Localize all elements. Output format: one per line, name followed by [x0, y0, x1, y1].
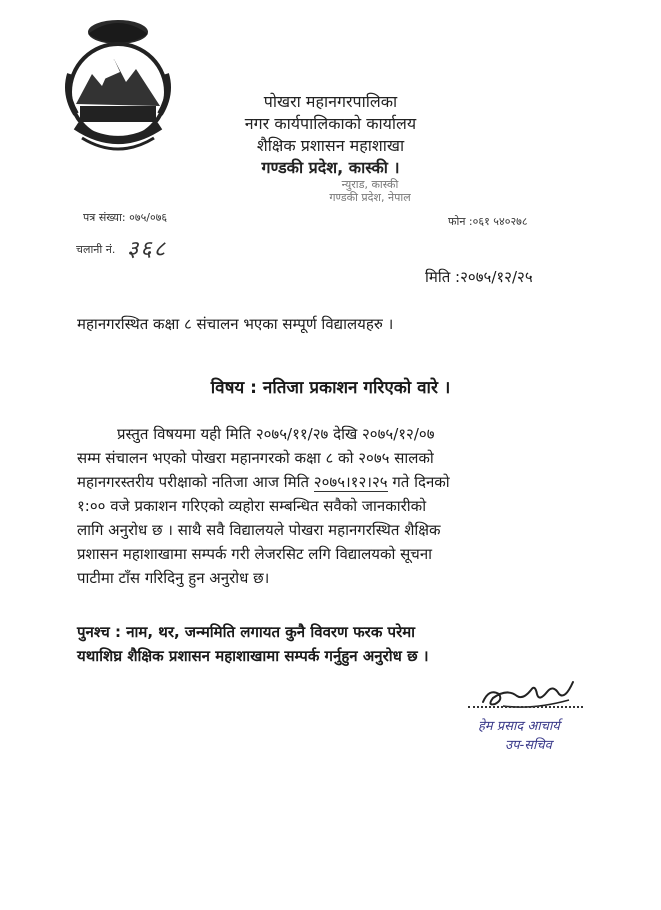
stamp-line-1: न्युराड, कास्की	[341, 178, 399, 191]
dispatch-value: ३६८	[126, 237, 168, 262]
department-name: शैक्षिक प्रशासन महाशाखा	[256, 136, 405, 155]
dispatch-number	[76, 233, 167, 263]
body-line: सम्म संचालन भएको पोखरा महानगरको कक्षा ८ को २०७५ सालको	[77, 449, 434, 467]
postscript-line: पुनश्च : नाम, थर, जन्ममिति लगायत कुनै विवरण फरक परेमा	[77, 623, 416, 641]
reference-value: ०७५/०७६	[129, 211, 168, 224]
dispatch-label: चलानी नं.	[76, 243, 116, 256]
handwritten-signature	[473, 670, 583, 720]
letter-body	[77, 422, 587, 590]
signatory-name: हेम प्रसाद आचार्य	[478, 719, 560, 734]
office-stamp	[310, 178, 430, 204]
body-line: प्रस्तुत विषयमा यही मिति २०७५/११/२७ देखि २०७५/१२/०७	[117, 425, 435, 443]
office-name: पोखरा महानगरपालिका	[263, 92, 398, 111]
phone-value: ०६१ ५४०२७८	[472, 215, 528, 228]
postscript	[77, 620, 597, 668]
phone-number	[448, 214, 528, 229]
letter-date	[425, 267, 533, 287]
body-line	[77, 470, 587, 494]
body-line: १:०० वजे प्रकाशन गरिएको व्यहोरा सम्बन्धित सवैको जानकारीको	[77, 497, 427, 515]
date-label: मिति :	[425, 268, 461, 286]
body-line: लागि अनुरोध छ । साथै सवै विद्यालयले पोखरा महानगरस्थित शैक्षिक	[77, 521, 441, 539]
postscript-line: यथाशिघ्र शैक्षिक प्रशासन महाशाखामा सम्पर्क गर्नुहुन अनुरोध छ ।	[77, 647, 429, 665]
result-date: २०७५।१२।२५	[313, 473, 388, 491]
signature-line	[468, 706, 583, 708]
body-text: महानगरस्तरीय परीक्षाको नतिजा आज मिति	[77, 473, 314, 491]
stamp-line-2: गण्डकी प्रदेश, नेपाल	[329, 191, 411, 204]
reference-label: पत्र संख्या:	[83, 211, 126, 224]
addressee: महानगरस्थित कक्षा ८ संचालन भएका सम्पूर्ण विद्यालयहरु ।	[77, 315, 394, 333]
subject-line: विषय : नतिजा प्रकाशन गरिएको वारे ।	[210, 378, 451, 398]
province-district: गण्डकी प्रदेश, कास्की ।	[261, 158, 400, 177]
body-line: पाटीमा टाँस गरिदिनु हुन अनुरोध छ।	[77, 569, 270, 587]
reference-number	[83, 210, 167, 225]
date-value: २०७५/१२/२५	[460, 268, 533, 286]
body-text: गते दिनको	[387, 473, 450, 491]
office-subtitle: नगर कार्यपालिकाको कार्यालय	[244, 114, 417, 133]
signatory-title: उप-सचिव	[505, 738, 552, 753]
phone-label: फोन :	[448, 215, 473, 228]
body-line: प्रशासन महाशाखामा सम्पर्क गरी लेजरसिट लगि विद्यालयको सूचना	[77, 545, 433, 563]
